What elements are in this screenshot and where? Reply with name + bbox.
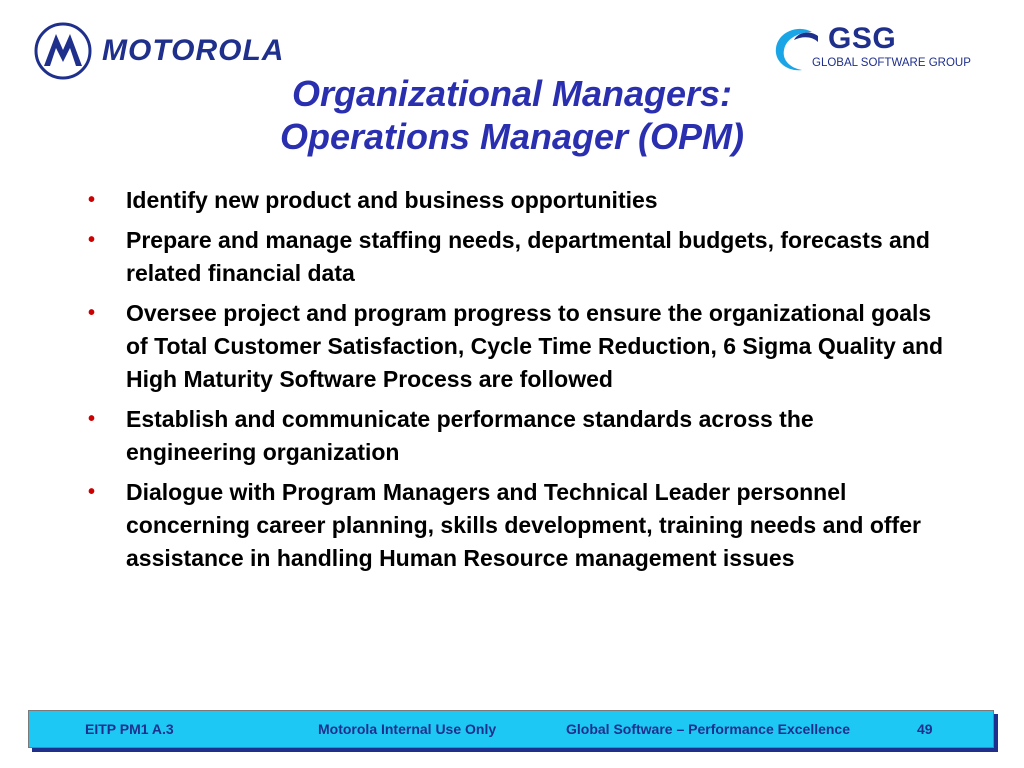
footer-page-number: 49	[917, 721, 933, 737]
footer-group: Global Software – Performance Excellence	[566, 721, 851, 737]
gsg-fullname: GLOBAL SOFTWARE GROUP	[812, 57, 971, 69]
bullet-item: • Dialogue with Program Managers and Technical Leader personnel concerning career planning, skills development, training needs and offer assistance in handling Human Resource management issues	[84, 476, 944, 575]
bullet-dot-icon: •	[88, 481, 96, 503]
bullet-dot-icon: •	[88, 302, 96, 324]
bullet-item: • Identify new product and business opportunities	[84, 184, 944, 217]
bullet-dot-icon: •	[88, 189, 96, 211]
bullet-item: • Oversee project and program progress to ensure the organizational goals of Total Customer Satisfaction, Cycle Time Reduction, 6 Sigma Quality and High Maturity Software Process are followed	[84, 297, 944, 396]
slide-title-line-1: Organizational Managers:	[291, 73, 733, 114]
bullet-item: • Establish and communicate performance standards across the engineering organization	[84, 403, 944, 469]
motorola-wordmark: MOTOROLA	[102, 34, 285, 67]
bullet-item: • Prepare and manage staffing needs, departmental budgets, forecasts and related financial data	[84, 224, 944, 290]
footer-course-code: EITP PM1 A.3	[85, 721, 174, 737]
slide-title	[0, 72, 1024, 158]
bullet-dot-icon: •	[88, 408, 96, 430]
footer-classification: Motorola Internal Use Only	[318, 721, 497, 737]
bullet-dot-icon: •	[88, 229, 96, 251]
bullet-list	[84, 184, 944, 582]
slide-title-line-2: Operations Manager (OPM)	[279, 116, 745, 157]
gsg-abbrev: GSG	[828, 22, 897, 55]
footer-bar	[28, 710, 994, 748]
gsg-logo	[768, 22, 971, 78]
